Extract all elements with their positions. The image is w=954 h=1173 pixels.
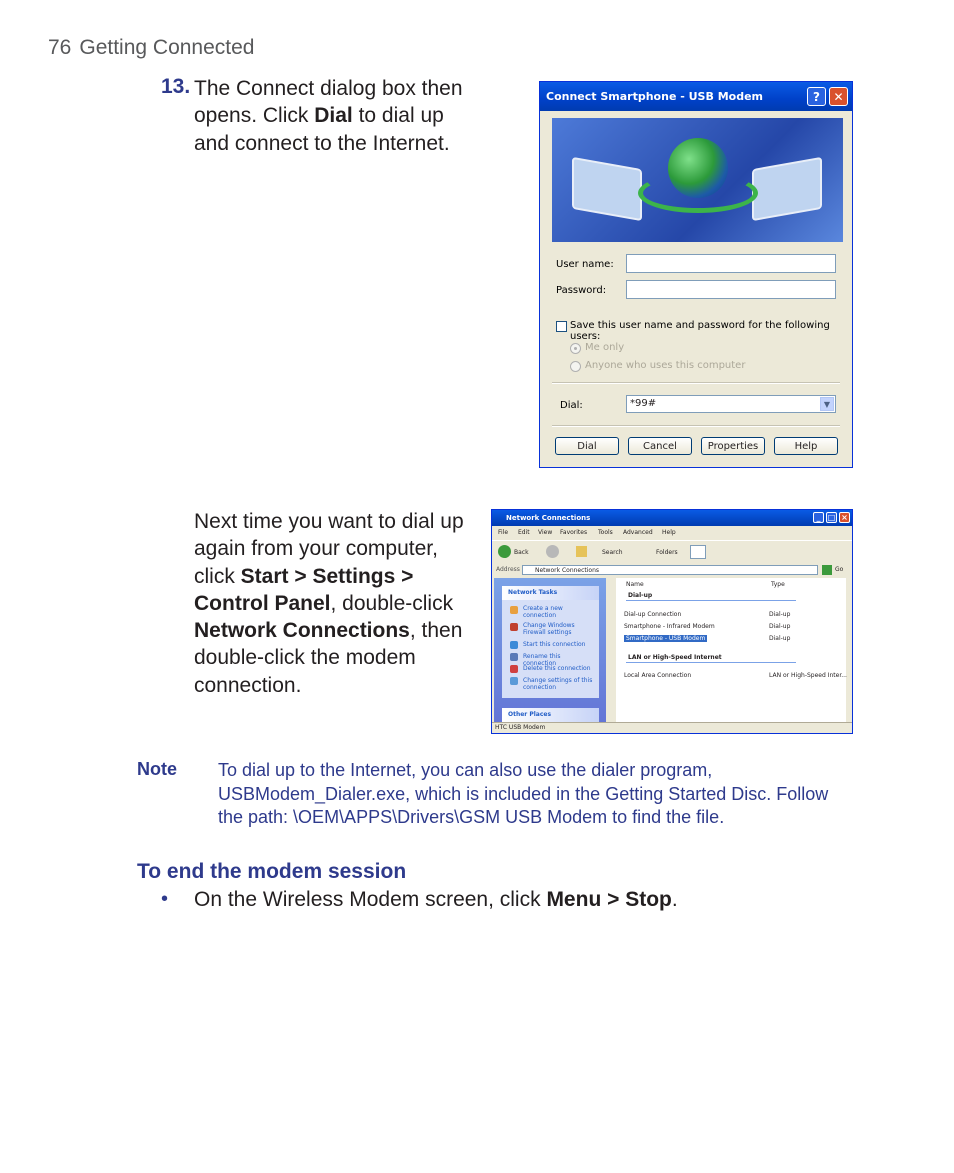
connection-type: LAN or High-Speed Inter... (769, 672, 847, 679)
dial-number-value: *99# (630, 398, 657, 409)
column-type[interactable]: Type (771, 581, 785, 588)
menu-bar (492, 526, 852, 539)
address-bar (492, 563, 852, 577)
help-button[interactable]: Help (774, 437, 838, 455)
group-divider (626, 662, 796, 663)
connection-name: Smartphone - Infrared Modem (624, 623, 715, 630)
address-value: Network Connections (535, 567, 600, 574)
search-button[interactable]: Search (602, 549, 623, 556)
connection-name: Smartphone - USB Modem (626, 635, 706, 642)
settings-icon (510, 677, 518, 685)
para-bold-network-connections: Network Connections (194, 619, 410, 643)
dial-label: Dial: (560, 400, 583, 411)
menu-help[interactable]: Help (662, 529, 676, 536)
connect-dialog (539, 81, 853, 468)
step-bold-dial: Dial (314, 104, 353, 128)
folder-up-icon[interactable] (576, 546, 587, 557)
task-delete-connection[interactable]: Delete this connection (523, 665, 591, 672)
views-icon[interactable] (690, 545, 706, 559)
note-text: To dial up to the Internet, you can also use the dialer program, USBModem_Dialer.exe, which is included in the Getting Started Disc. Follow the path: \OEM\APPS\Drivers\GSM USB Modem to find the file. (218, 760, 829, 827)
menu-view[interactable]: View (538, 529, 553, 536)
bullet-text-2: . (671, 888, 678, 911)
column-name[interactable]: Name (626, 581, 644, 588)
close-icon[interactable]: × (839, 512, 850, 523)
para-text-1: Next time you want to dial up again from your computer, click (194, 510, 464, 588)
back-arrow-icon[interactable] (498, 545, 511, 558)
save-password-checkbox[interactable] (556, 321, 567, 332)
explorer-titlebar (492, 510, 852, 526)
properties-button[interactable]: Properties (701, 437, 765, 455)
table-row[interactable] (624, 623, 715, 630)
laptop-left-icon (572, 157, 642, 221)
divider (552, 382, 840, 384)
dialog-title: Connect Smartphone - USB Modem (546, 90, 763, 103)
chevron-down-icon[interactable]: ▼ (820, 397, 834, 411)
table-row[interactable] (624, 611, 681, 618)
connection-name: Local Area Connection (624, 672, 692, 679)
back-button[interactable]: Back (514, 549, 529, 556)
connection-type: Dial-up (769, 623, 791, 630)
menu-edit[interactable]: Edit (518, 529, 530, 536)
group-lan: LAN or High-Speed Internet (628, 654, 722, 661)
rename-icon (510, 653, 518, 661)
toolbar (492, 540, 852, 563)
close-icon[interactable]: ✕ (829, 87, 848, 106)
bullet-text (194, 888, 678, 912)
save-password-label: Save this user name and password for the following users: (570, 320, 830, 342)
task-create-connection[interactable]: Create a new connection (523, 605, 563, 619)
new-connection-icon (510, 606, 518, 614)
instructions-paragraph (194, 508, 474, 699)
anyone-radio[interactable] (570, 361, 581, 372)
globe-icon (668, 138, 728, 198)
network-tasks-header: Network Tasks (502, 586, 599, 600)
page-header (48, 36, 254, 60)
bullet-bold-menu-stop: Menu > Stop (546, 888, 672, 911)
connection-name: Dial-up Connection (624, 611, 682, 618)
user-name-input[interactable] (626, 254, 836, 273)
group-dialup: Dial-up (628, 592, 653, 599)
minimize-icon[interactable]: _ (813, 512, 824, 523)
para-text-3: , then double-click the modem connection. (194, 619, 463, 697)
start-connection-icon (510, 641, 518, 649)
bullet-icon: • (161, 888, 169, 910)
menu-favorites[interactable]: Favorites (560, 529, 588, 536)
section-heading: To end the modem session (137, 860, 407, 883)
connection-type: Dial-up (769, 635, 791, 642)
network-tasks-box (502, 586, 599, 698)
firewall-icon (510, 623, 518, 631)
connection-type: Dial-up (769, 611, 791, 618)
address-label: Address (496, 566, 520, 573)
other-places-header[interactable]: Other Places (502, 708, 599, 722)
status-bar (492, 722, 852, 733)
status-text: HTC USB Modem (495, 724, 546, 731)
page-number: 76 (48, 36, 72, 59)
go-arrow-icon[interactable] (822, 565, 832, 575)
me-only-radio[interactable] (570, 343, 581, 354)
dial-button[interactable]: Dial (555, 437, 619, 455)
go-button[interactable]: Go (835, 566, 844, 573)
maximize-icon[interactable]: □ (827, 513, 836, 522)
help-icon[interactable]: ? (807, 87, 826, 106)
step-text-2: to dial up and connect to the Internet. (194, 104, 450, 155)
dialog-titlebar (540, 82, 852, 111)
forward-arrow-icon[interactable] (546, 545, 559, 558)
connections-list (616, 578, 846, 722)
note-label: Note (137, 759, 177, 779)
network-banner-image (552, 118, 843, 242)
table-row-selected[interactable] (624, 635, 707, 642)
password-input[interactable] (626, 280, 836, 299)
menu-tools[interactable]: Tools (598, 529, 613, 536)
para-bold-start-path: Start > Settings > Control Panel (194, 564, 414, 615)
step-number: 13. (161, 75, 191, 98)
step-text-1: The Connect dialog box then opens. Click (194, 77, 463, 128)
task-start-connection[interactable]: Start this connection (523, 641, 586, 648)
para-text-2: , double-click (330, 591, 454, 615)
password-label: Password: (556, 285, 607, 296)
menu-file[interactable]: File (498, 529, 509, 536)
step-13-text (194, 75, 484, 157)
section-title: Getting Connected (79, 36, 255, 59)
folders-button[interactable]: Folders (656, 549, 678, 556)
table-row[interactable] (624, 672, 691, 679)
me-only-label: Me only (585, 342, 625, 353)
network-connections-window (491, 509, 853, 734)
task-change-settings[interactable]: Change settings of this connection (523, 677, 593, 691)
delete-icon (510, 665, 518, 673)
address-input[interactable] (522, 565, 818, 575)
cancel-button[interactable]: Cancel (628, 437, 692, 455)
dial-number-select[interactable] (626, 395, 836, 413)
explorer-title: Network Connections (506, 514, 591, 522)
divider (552, 425, 840, 427)
menu-advanced[interactable]: Advanced (623, 529, 653, 536)
group-divider (626, 600, 796, 601)
user-name-label: User name: (556, 259, 614, 270)
bullet-text-1: On the Wireless Modem screen, click (194, 888, 547, 911)
anyone-label: Anyone who uses this computer (585, 360, 746, 371)
laptop-right-icon (752, 157, 822, 221)
task-rename-connection[interactable]: Rename this connection (523, 653, 561, 667)
task-firewall-settings[interactable]: Change Windows Firewall settings (523, 622, 575, 636)
task-pane (494, 578, 606, 722)
